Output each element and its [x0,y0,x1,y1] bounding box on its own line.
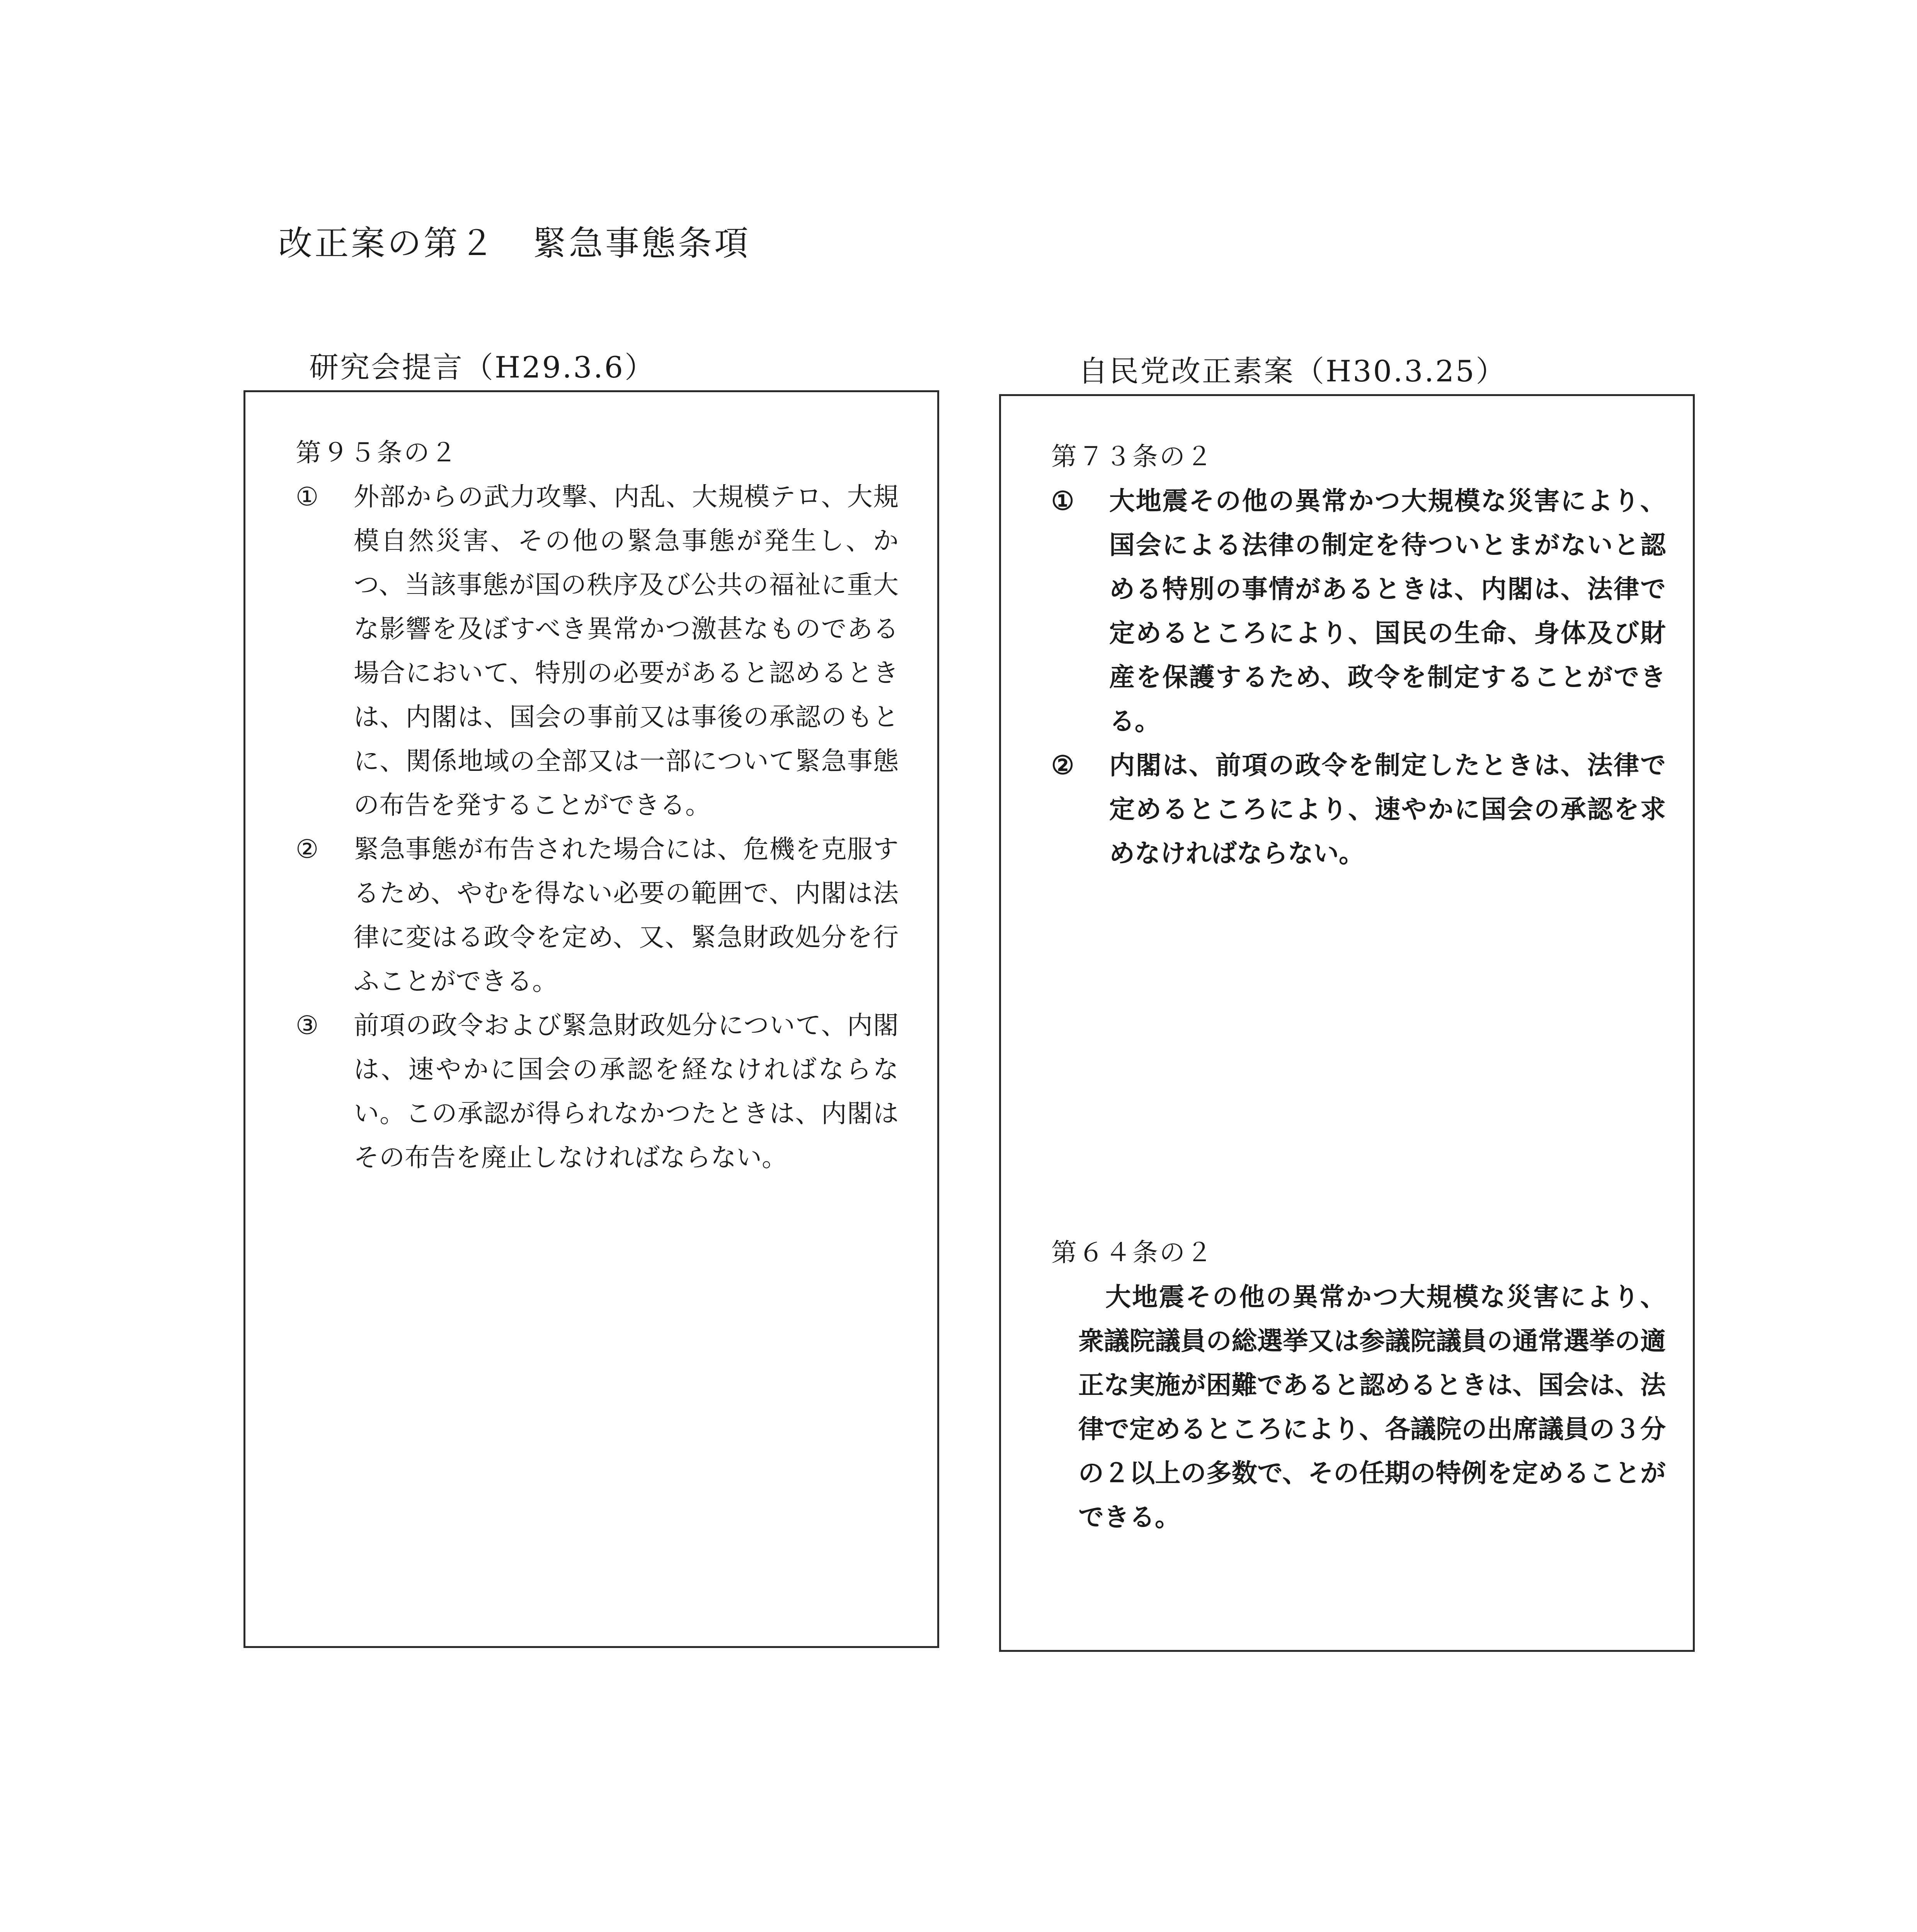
left-column-heading: 研究会提言（H29.3.6） [309,350,656,384]
article-64-2 [1051,1231,1666,1539]
clause-3 [296,1003,899,1180]
clause-text: 外部からの武力攻撃、内乱、大規模テロ、大規模自然災害、その他の緊急事態が発生し、かつ、当該事態が国の秩序及び公共の福祉に重大な影響を及ぼすべき異常かつ激甚なものである場合において、特別の必要があると認めるときは、内閣は、国会の事前又は事後の承認のもとに、関係地域の全部又は一部について緊急事態の布告を発することができる。 [354,482,899,820]
right-column-heading: 自民党改正素案（H30.3.25） [1078,354,1507,388]
clause-number: ① [1051,486,1074,516]
clause-text: 緊急事態が布告された場合には、危機を克服するため、やむを得ない必要の範囲で、内閣は法律に変はる政令を定め、又、緊急財政処分を行ふことができる。 [354,834,899,996]
page-title: 改正案の第２ 緊急事態条項 [278,223,751,263]
clause-number: ② [1051,750,1074,780]
research-proposal-box [243,390,939,1648]
clause-text: 前項の政令および緊急財政処分について、内閣は、速やかに国会の承認を経なければならない。この承認が得られなかつたときは、内閣はその布告を廃止しなければならない。 [354,1010,899,1172]
article-number: 第７３条の２ [1051,442,1214,471]
clause-number: ② [296,834,319,864]
clause-number: ① [296,482,319,512]
clause-1 [296,475,899,827]
clause-text: 内閣は、前項の政令を制定したときは、法律で定めるところにより、速やかに国会の承認を求めなければならない。 [1109,750,1666,868]
clause-1 [1051,479,1666,743]
clause-2 [296,827,899,1003]
clause-number: ③ [296,1010,319,1040]
article-73-2 [1051,435,1666,875]
clause-text: 大地震その他の異常かつ大規模な災害により、国会による法律の制定を待ついとまがないと認める特別の事情があるときは、内閣は、法律で定めるところにより、国民の生命、身体及び財産を保護するため、政令を制定することができる。 [1109,486,1666,736]
article-95-2 [296,431,899,1180]
ldp-draft-box [999,394,1695,1652]
article-number: 第６４条の２ [1051,1238,1214,1267]
clause-2 [1051,743,1666,875]
article-text: 大地震その他の異常かつ大規模な災害により、衆議院議員の総選挙又は参議院議員の通常選挙の適正な実施が困難であると認めるときは、国会は、法律で定めるところにより、各議院の出席議員の３分の２以上の多数で、その任期の特例を定めることができる。 [1078,1282,1666,1532]
article-number: 第９５条の２ [296,438,458,468]
